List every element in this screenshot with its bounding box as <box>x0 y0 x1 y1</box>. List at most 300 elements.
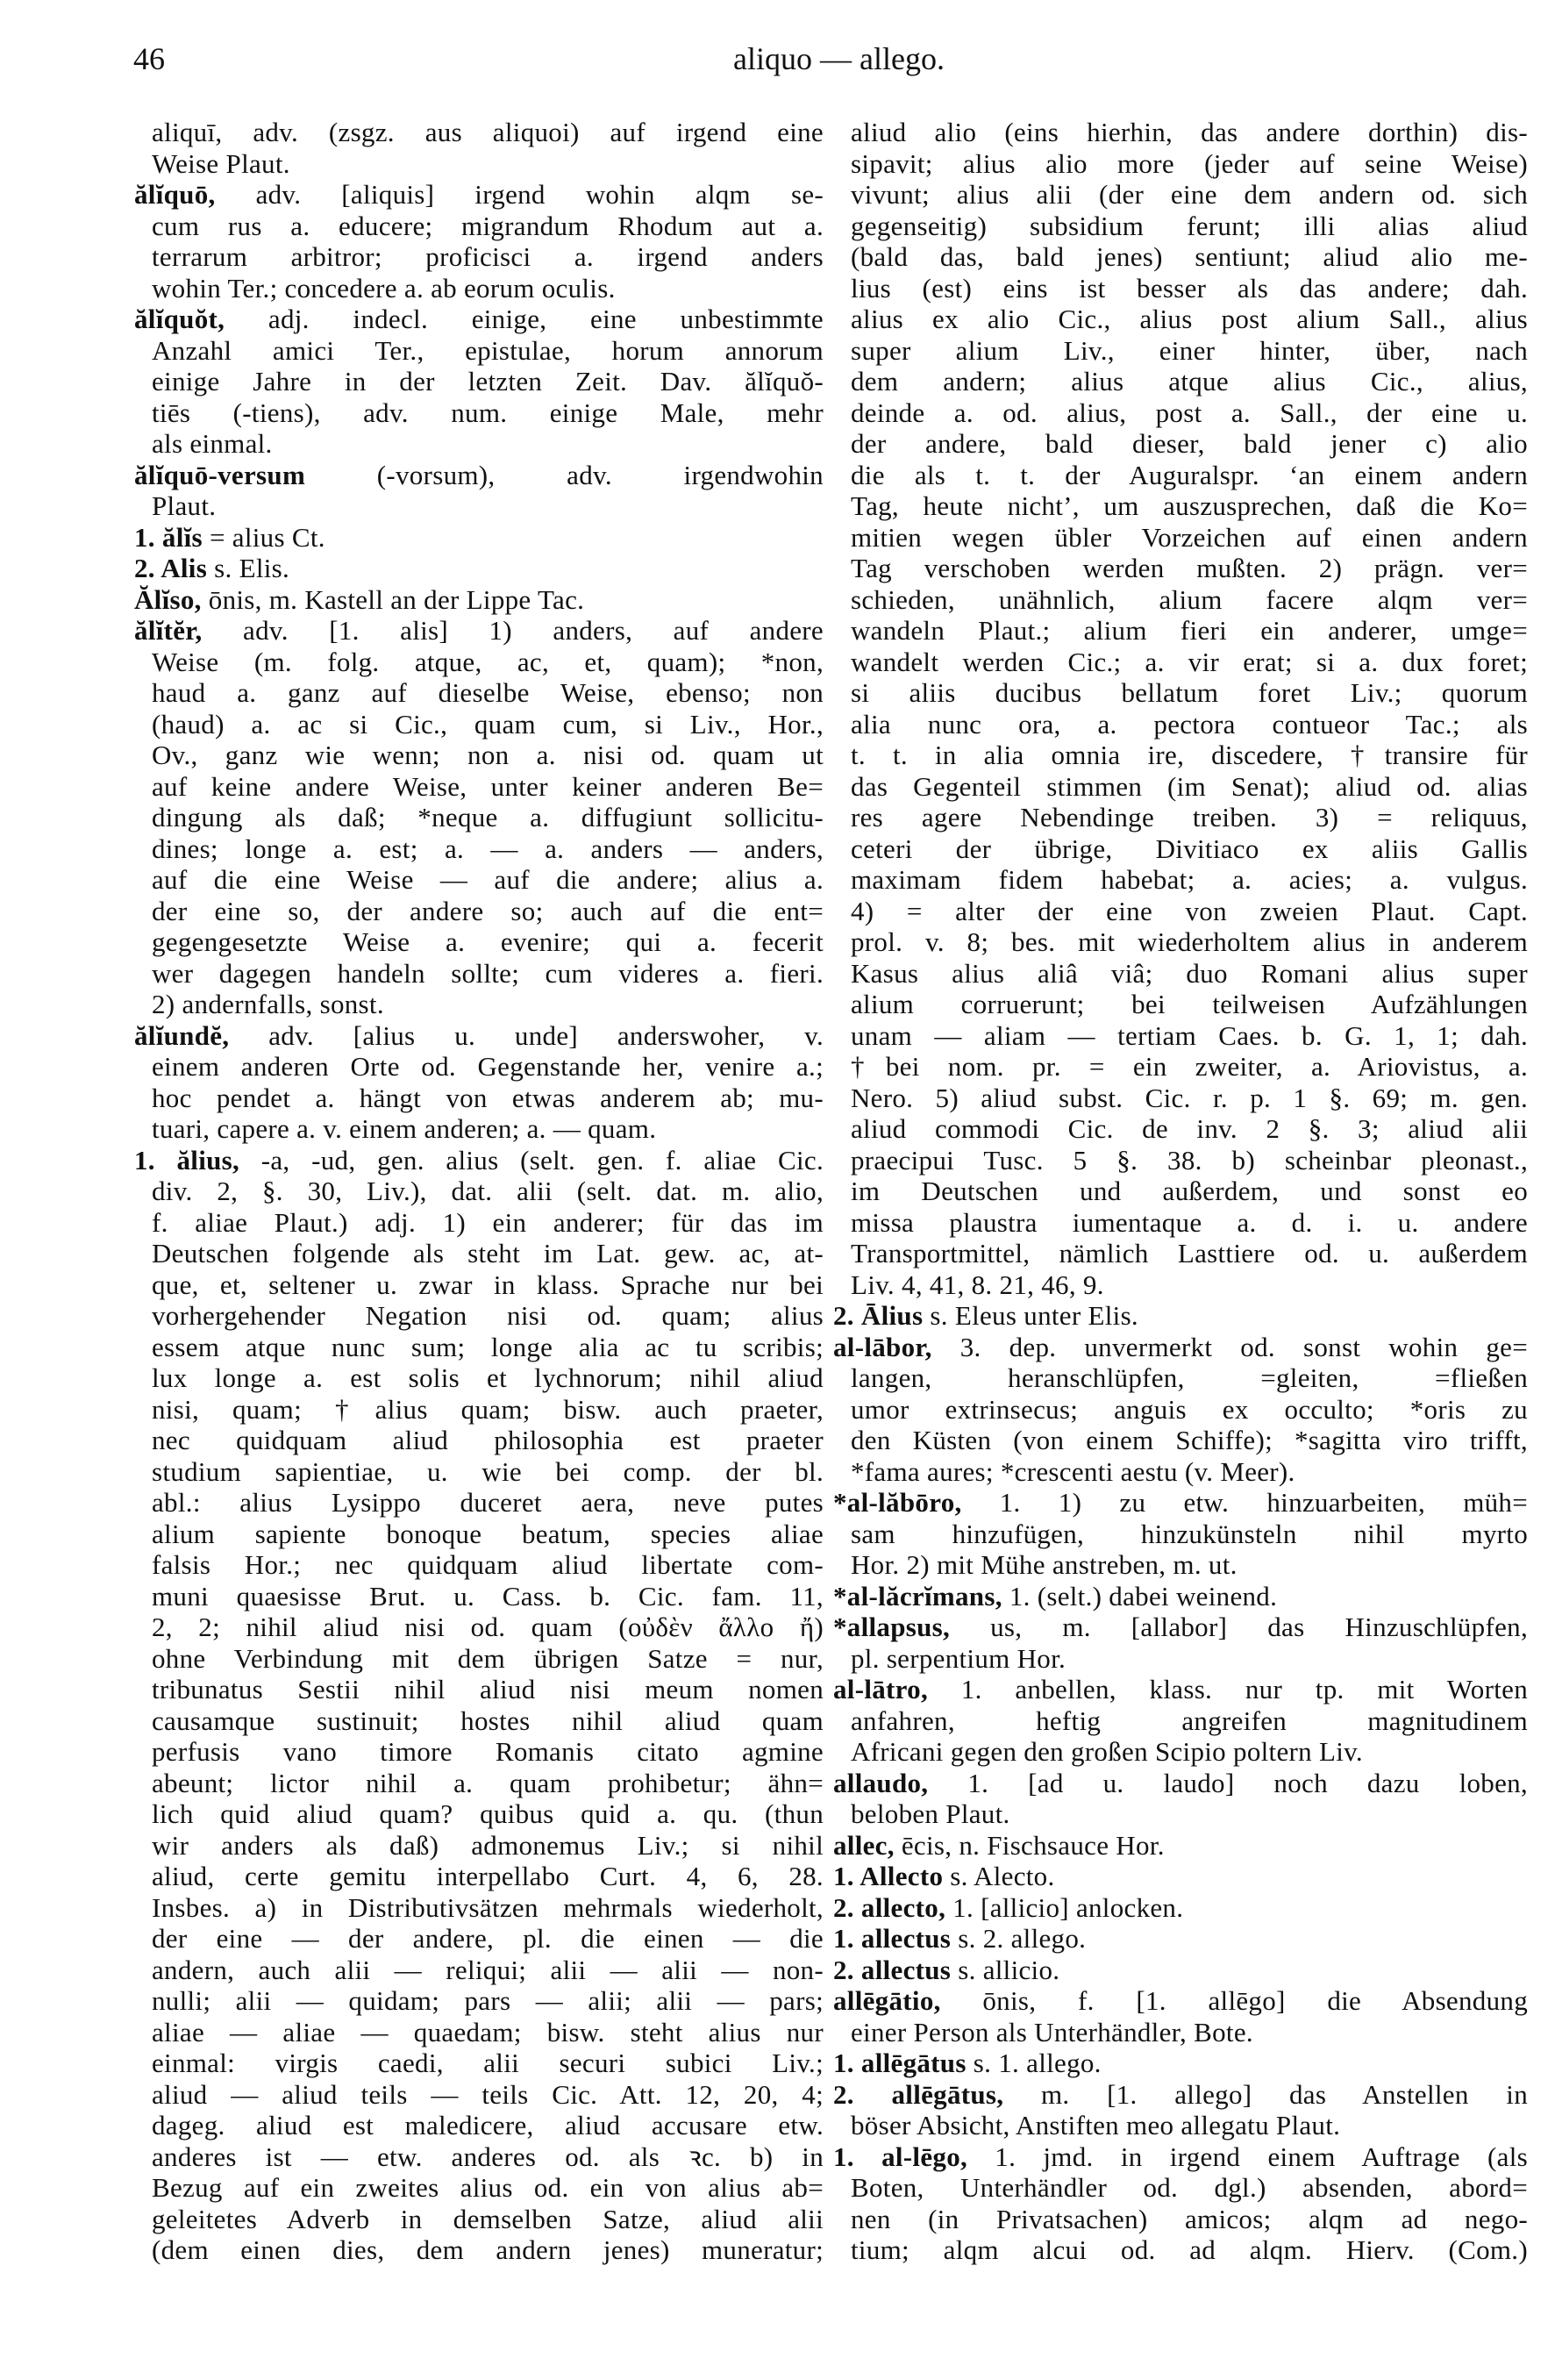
entry-headline <box>833 1923 1528 1955</box>
entry-text: lux longe a. est solis et lychnorum; nihil aliud <box>152 1362 824 1393</box>
running-head: aliquo — allego. <box>733 41 945 76</box>
entry-text: que, et, seltener u. zwar in klass. Sprache nur bei <box>152 1269 824 1300</box>
text-line <box>134 335 824 367</box>
entry-text: nulli; alii — quidam; pars — alii; alii — pars; <box>152 1985 824 2016</box>
text-line <box>134 1674 824 1705</box>
headword: 2. Ālius <box>833 1300 924 1331</box>
entry-headline <box>833 1830 1528 1862</box>
entry-text: s. Eleus unter Elis. <box>923 1300 1138 1331</box>
entry-text: us, m. [allabor] das Hinzuschlüpfen, <box>950 1612 1528 1642</box>
entry-text: nen (in Privatsachen) amicos; alqm ad nego- <box>851 2203 1528 2234</box>
text-line <box>833 148 1528 180</box>
text-line <box>134 490 824 522</box>
text-line <box>833 304 1528 335</box>
entry-text: Tag verschoben werden mußten. 2) prägn. ver= <box>851 553 1528 583</box>
entry-text: Insbes. a) in Distributivsätzen mehrmals wiederholt, <box>152 1891 824 1923</box>
entry-text: anderes ist — etw. anderes od. als ꝛc. b) in <box>152 2141 824 2172</box>
text-line <box>833 1705 1528 1737</box>
entry-text: Bezug auf ein zweites alius od. ein von alius ab= <box>152 2172 824 2203</box>
entry-text: hoc pendet a. hängt von etwas anderem ab; mu- <box>152 1082 824 1113</box>
entry-text: geleitetes Adverb in demselben Satze, aliud alii <box>152 2203 824 2234</box>
entry-text: 4) = alter der eine von zweien Plaut. Capt. <box>851 895 1528 926</box>
entry-headline <box>833 1487 1528 1519</box>
text-line <box>833 241 1528 273</box>
entry-headline <box>134 1145 824 1176</box>
entry-text: tium; alqm alcui od. ad alqm. Hierv. (Com.) <box>851 2234 1528 2265</box>
text-line <box>833 553 1528 584</box>
text-line <box>134 1425 824 1456</box>
text-line <box>833 2172 1528 2204</box>
text-line <box>833 1269 1528 1301</box>
text-line <box>134 709 824 740</box>
entry-text: Boten, Unterhändler od. dgl.) absenden, abord= <box>851 2172 1528 2203</box>
entry-text: studium sapientiae, u. wie bei comp. der bl. <box>152 1455 824 1487</box>
entry-text: maximam fidem habebat; a. acies; a. vulgus. <box>851 864 1528 895</box>
entry-text: Ov., ganz wie wenn; non a. nisi od. quam ut <box>152 740 824 770</box>
text-line <box>134 273 824 304</box>
entry-headline <box>134 304 824 335</box>
text-line <box>134 1736 824 1768</box>
text-line <box>134 2017 824 2048</box>
text-line <box>833 1456 1528 1488</box>
entry-text: essem atque nunc sum; longe alia ac tu scribis; <box>152 1331 824 1362</box>
entry-text: -a, -ud, gen. alius (selt. gen. f. aliae Cic. <box>239 1144 824 1176</box>
entry-text: abeunt; lictor nihil a. quam prohibetur; ähn= <box>152 1767 824 1798</box>
entry-text: 1. jmd. in irgend einem Auftrage (als <box>967 2141 1528 2172</box>
entry-text: res agere Nebendinge treiben. 3) = reliquus, <box>851 802 1528 833</box>
entry-text: tribunatus Sestii nihil aliud nisi meum nomen <box>152 1674 824 1705</box>
headword: 1. allēgātus <box>833 2048 967 2078</box>
text-line <box>134 2048 824 2079</box>
entry-text: missa plaustra iumentaque a. d. i. u. andere <box>851 1206 1528 1238</box>
entry-text: (bald das, bald jenes) sentiunt; aliud alio me- <box>851 241 1528 272</box>
entry-text: Transportmittel, nämlich Lasttiere od. u. außerdem <box>851 1238 1528 1269</box>
entry-headline <box>833 1300 1528 1332</box>
entry-text: aliquī, adv. (zsgz. aus aliquoi) auf irgend eine <box>152 117 824 147</box>
entry-text: div. 2, §. 30, Liv.), dat. alii (selt. dat. m. alio, <box>152 1176 824 1206</box>
entry-text: 1. 1) zu etw. hinzuarbeiten, müh= <box>961 1487 1528 1518</box>
text-line <box>134 117 824 148</box>
entry-text: causamque sustinuit; hostes nihil aliud quam <box>152 1705 824 1736</box>
entry-text: aliud — aliud teils — teils Cic. Att. 12, 20, 4; <box>152 2078 824 2110</box>
headword: ălĭquŏt, <box>134 304 225 334</box>
entry-text: als einmal. <box>152 428 273 459</box>
entry-text: dem andern; alius atque alius Cic., alius, <box>851 366 1528 397</box>
text-line <box>134 1456 824 1488</box>
text-line <box>134 1923 824 1955</box>
text-line <box>833 2204 1528 2235</box>
entry-text: terrarum arbitror; proficisci a. irgend anders <box>152 241 824 272</box>
text-line <box>134 926 824 958</box>
text-line <box>833 1519 1528 1550</box>
entry-text: auf die eine Weise — auf die andere; alius a. <box>152 864 824 895</box>
entry-headline <box>833 2079 1528 2111</box>
text-line <box>134 1643 824 1675</box>
entry-text: Deutschen folgende als steht im Lat. gew. ac, at- <box>152 1238 824 1269</box>
text-line <box>134 2141 824 2173</box>
entry-text: Africani gegen den großen Scipio poltern Liv. <box>851 1736 1363 1767</box>
entry-text: wandelt werden Cic.; a. vir erat; si a. dux foret; <box>851 646 1528 677</box>
text-line <box>833 490 1528 522</box>
text-line <box>833 1176 1528 1207</box>
entry-text: *fama aures; *crescenti aestu (v. Meer). <box>851 1455 1295 1487</box>
text-line <box>134 989 824 1020</box>
entry-text: 1. [allicio] anlocken. <box>945 1891 1184 1923</box>
entry-headline <box>833 1581 1528 1612</box>
entry-text: (-vorsum), adv. irgendwohin <box>305 459 824 490</box>
text-line <box>134 1176 824 1207</box>
entry-headline <box>833 1861 1528 1892</box>
entry-text: ēcis, n. Fischsauce Hor. <box>894 1829 1165 1861</box>
text-line <box>134 1861 824 1892</box>
entry-text: wer dagegen handeln sollte; cum videres a. fieri. <box>152 957 824 989</box>
text-line <box>134 2234 824 2266</box>
text-line <box>134 1362 824 1394</box>
text-line <box>833 2017 1528 2048</box>
entry-headline <box>833 1674 1528 1705</box>
entry-text: einige Jahre in der letzten Zeit. Dav. ălĭquŏ- <box>152 366 824 397</box>
entry-headline <box>134 584 824 616</box>
text-line <box>833 1238 1528 1269</box>
text-line <box>833 117 1528 148</box>
entry-text: aliud alio (eins hierhin, das andere dorthin) dis- <box>851 117 1528 147</box>
entry-text: die als t. t. der Auguralspr. ‘an einem andern <box>851 459 1528 490</box>
text-line <box>134 1394 824 1426</box>
entry-headline <box>833 2141 1528 2173</box>
entry-text: si aliis ducibus bellatum foret Liv.; quorum <box>851 677 1528 708</box>
headword: ălĭtĕr, <box>134 615 203 646</box>
entry-text: der andere, bald dieser, bald jener c) alio <box>851 428 1528 459</box>
text-line <box>134 1955 824 1986</box>
text-line <box>833 1113 1528 1145</box>
entry-text: 3. dep. unvermerkt od. sonst wohin ge= <box>931 1331 1528 1362</box>
entry-text: falsis Hor.; nec quidquam aliud libertate com- <box>152 1549 824 1580</box>
headword: 1. allectus <box>833 1923 952 1954</box>
text-line <box>833 802 1528 833</box>
entry-text: anfahren, heftig angreifen magnitudinem <box>851 1705 1528 1736</box>
entry-text: der eine so, der andere so; auch auf die ent= <box>152 895 824 926</box>
text-line <box>833 647 1528 678</box>
text-line <box>134 397 824 429</box>
entry-text: tuari, capere a. v. einem anderen; a. — quam. <box>152 1113 657 1144</box>
entry-text: Weise (m. folg. atque, ac, et, quam); *non, <box>152 646 824 677</box>
text-line <box>833 366 1528 397</box>
text-line <box>134 1798 824 1830</box>
text-line <box>134 1051 824 1083</box>
headword: 2. Alis <box>134 553 208 583</box>
text-line <box>134 677 824 709</box>
text-line <box>833 771 1528 803</box>
entry-text: einmal: virgis caedi, alii securi subici Liv.; <box>152 2048 824 2078</box>
entry-text: cum rus a. educere; migrandum Rhodum aut a. <box>152 210 824 241</box>
entry-text: Hor. 2) mit Mühe anstreben, m. ut. <box>851 1549 1238 1580</box>
entry-text: einem anderen Orte od. Gegenstande her, venire a.; <box>152 1051 824 1082</box>
text-line <box>134 1487 824 1519</box>
text-line <box>833 1051 1528 1083</box>
entry-text: nec quidquam aliud philosophia est praeter <box>152 1425 824 1455</box>
text-line <box>833 1549 1528 1581</box>
text-line <box>134 1083 824 1114</box>
text-line <box>833 179 1528 211</box>
text-line <box>134 2204 824 2235</box>
entry-text: einer Person als Unterhändler, Bote. <box>851 2016 1253 2048</box>
entry-text: aliae — aliae — quaedam; bisw. steht alius nur <box>152 2016 824 2048</box>
text-line <box>833 1083 1528 1114</box>
entry-text: s. 2. allego. <box>951 1923 1087 1954</box>
text-line <box>134 211 824 242</box>
text-line <box>833 709 1528 740</box>
entry-text: super alium Liv., einer hinter, über, nach <box>851 334 1528 366</box>
left-column <box>134 117 824 2266</box>
entry-text: vorhergehender Negation nisi od. quam; alius <box>152 1300 824 1331</box>
entry-text: †bei nom. pr. = ein zweiter, a. Ariovistus, a. <box>851 1051 1528 1082</box>
headword: *allapsus, <box>833 1612 951 1642</box>
text-line <box>833 989 1528 1020</box>
entry-text: andern, auch alii — reliqui; alii — alii — non- <box>152 1954 824 1985</box>
entry-text: wandeln Plaut.; alium fieri ein anderer, umge= <box>851 615 1528 646</box>
entry-text: s. allicio. <box>951 1954 1060 1985</box>
entry-text: Anzahl amici Ter., epistulae, horum annorum <box>152 334 824 366</box>
entry-text: adv. [alius u. unde] anderswoher, v. <box>229 1019 824 1051</box>
text-line <box>134 802 824 833</box>
text-line <box>833 615 1528 647</box>
entry-text: 1. [ad u. laudo] noch dazu loben, <box>928 1767 1528 1798</box>
entry-text: Kasus alius aliâ viâ; duo Romani alius super <box>851 957 1528 989</box>
entry-text: f. aliae Plaut.) adj. 1) ein anderer; für das im <box>152 1206 824 1238</box>
text-line <box>134 1238 824 1269</box>
entry-text: sam hinzufügen, hinzukünsteln nihil myrto <box>851 1518 1528 1549</box>
entry-text: den Küsten (von einem Schiffe); *sagitta viro trifft, <box>851 1425 1528 1455</box>
text-line <box>134 1113 824 1145</box>
text-line <box>134 2110 824 2141</box>
text-line <box>833 864 1528 896</box>
headword: 2. allectus <box>833 1954 952 1985</box>
text-line <box>134 1549 824 1581</box>
text-line <box>134 148 824 180</box>
text-line <box>833 1736 1528 1768</box>
entry-text: alius ex alio Cic., alius post alium Sall., alius <box>851 304 1528 334</box>
entry-text: aliud, certe gemitu interpellabo Curt. 4, 6, 28. <box>152 1861 824 1891</box>
entry-headline <box>134 1020 824 1052</box>
text-line <box>134 740 824 771</box>
entry-text: alium corruerunt; bei teilweisen Aufzählungen <box>851 989 1528 1019</box>
headword: 2. allecto, <box>833 1891 946 1923</box>
headword: 2. allēgātus, <box>833 2078 1004 2110</box>
entry-text: tiēs (-tiens), adv. num. einige Male, mehr <box>152 397 824 428</box>
text-line <box>134 1612 824 1643</box>
entry-text: dines; longe a. est; a. — a. anders — anders, <box>152 833 824 864</box>
entry-text: alia nunc ora, a. pectora contueor Tac.; als <box>851 708 1528 740</box>
text-line <box>833 926 1528 958</box>
text-line <box>134 1768 824 1799</box>
entry-text: wir anders als daß) admonemus Liv.; si nihil <box>152 1829 824 1861</box>
entry-text: ceteri der übrige, Divitiaco ex aliis Gallis <box>851 833 1528 864</box>
text-line <box>833 896 1528 927</box>
entry-text: schieden, unähnlich, alium facere alqm ver= <box>851 583 1528 615</box>
entry-text: Plaut. <box>152 490 217 521</box>
entry-text: sipavit; alius alio more (jeder auf seine Weise) <box>851 147 1528 179</box>
text-line <box>134 1830 824 1862</box>
text-line <box>833 584 1528 616</box>
entry-text: langen, heranschlüpfen, =gleiten, =fließen <box>851 1362 1528 1393</box>
entry-text: 1. (selt.) dabei weinend. <box>1002 1580 1278 1612</box>
entry-headline <box>833 1612 1528 1643</box>
entry-text: abl.: alius Lysippo duceret aera, neve putes <box>152 1487 824 1518</box>
entry-text: gegenseitig) subsidium ferunt; illi alias aliud <box>851 210 1528 241</box>
page-number: 46 <box>133 41 165 76</box>
entry-text: Weise Plaut. <box>152 147 290 179</box>
entry-text: aliud commodi Cic. de inv. 2 §. 3; aliud alii <box>851 1113 1528 1144</box>
entry-headline <box>134 179 824 211</box>
text-line <box>833 1643 1528 1675</box>
headword: allec, <box>833 1829 895 1861</box>
headword: allēgātio, <box>833 1985 941 2016</box>
entry-headline <box>134 553 824 584</box>
entry-text: alium sapiente bonoque beatum, species aliae <box>152 1518 824 1549</box>
entry-text: beloben Plaut. <box>851 1798 1010 1829</box>
text-line <box>833 2110 1528 2141</box>
text-line <box>134 864 824 896</box>
text-line <box>833 677 1528 709</box>
entry-text: ohne Verbindung mit dem übrigen Satze = nur, <box>152 1642 824 1674</box>
headword: Ălĭso, <box>134 583 202 615</box>
text-line <box>134 1332 824 1363</box>
headword: ălĭundĕ, <box>134 1019 230 1051</box>
entry-text: lius (est) eins ist besser als das andere; dah. <box>851 272 1528 304</box>
text-line <box>134 833 824 865</box>
entry-text: s. Alecto. <box>943 1861 1055 1891</box>
text-line <box>833 397 1528 429</box>
text-line <box>134 958 824 990</box>
entry-text: der eine — der andere, pl. die einen — die <box>152 1923 824 1954</box>
text-line <box>833 1394 1528 1426</box>
text-line <box>134 1519 824 1550</box>
entry-text: ōnis, f. [1. allēgo] die Absendung <box>940 1985 1528 2016</box>
text-line <box>134 771 824 803</box>
text-line <box>134 2079 824 2111</box>
entry-text: = alius Ct. <box>202 521 325 553</box>
headword: 1. ălĭs <box>134 521 203 553</box>
text-line <box>833 335 1528 367</box>
text-line <box>134 2172 824 2204</box>
entry-headline <box>134 615 824 647</box>
entry-text: Liv. 4, 41, 8. 21, 46, 9. <box>851 1269 1104 1300</box>
entry-text: adv. [1. alis] 1) anders, auf andere <box>202 615 824 646</box>
text-line <box>134 366 824 397</box>
text-line <box>833 1145 1528 1176</box>
entry-text: gegengesetzte Weise a. evenire; qui a. fecerit <box>152 926 824 957</box>
text-line <box>833 2234 1528 2266</box>
entry-text: nisi, quam; †alius quam; bisw. auch praeter, <box>152 1393 824 1425</box>
entry-text: unam — aliam — tertiam Caes. b. G. 1, 1; dah. <box>851 1019 1528 1051</box>
entry-text: muni quaesisse Brut. u. Cass. b. Cic. fam. 11, <box>152 1580 824 1612</box>
entry-text: s. Elis. <box>207 553 290 583</box>
headword: ălĭquō, <box>134 179 216 210</box>
entry-headline <box>833 1955 1528 1986</box>
text-line <box>833 1798 1528 1830</box>
entry-headline <box>833 2048 1528 2079</box>
text-line <box>134 1300 824 1332</box>
right-column <box>833 117 1528 2266</box>
text-line <box>833 1020 1528 1052</box>
headword: *al-lăcrĭmans, <box>833 1580 1002 1612</box>
text-line <box>134 1985 824 2017</box>
text-line <box>833 1207 1528 1239</box>
entry-headline <box>833 1768 1528 1799</box>
entry-headline <box>833 1892 1528 1924</box>
entry-text: dageg. aliud est maledicere, aliud accusare etw. <box>152 2110 824 2141</box>
entry-text: vivunt; alius alii (der eine dem andern od. sich <box>851 179 1528 210</box>
text-line <box>833 460 1528 491</box>
entry-text: haud a. ganz auf dieselbe Weise, ebenso; non <box>152 677 824 708</box>
entry-text: adv. [aliquis] irgend wohin alqm se- <box>215 179 824 210</box>
entry-text: auf keine andere Weise, unter keiner anderen Be= <box>152 770 824 802</box>
headword: al-lātro, <box>833 1674 929 1705</box>
entry-headline <box>833 1985 1528 2017</box>
text-line <box>833 273 1528 304</box>
text-line <box>833 211 1528 242</box>
entry-text: ōnis, m. Kastell an der Lippe Tac. <box>201 583 585 615</box>
entry-text: praecipui Tusc. 5 §. 38. b) scheinbar pleonast., <box>851 1144 1528 1176</box>
entry-text: wohin Ter.; concedere a. ab eorum oculis. <box>152 272 616 304</box>
entry-text: 1. anbellen, klass. nur tp. mit Worten <box>928 1674 1528 1705</box>
headword: 1. ălius, <box>134 1144 240 1176</box>
entry-text: adj. indecl. einige, eine unbestimmte <box>225 304 824 334</box>
entry-text: Tag, heute nicht’, um auszusprechen, daß die Ko= <box>851 490 1528 521</box>
headword: ălĭquō-versum <box>134 459 306 490</box>
entry-text: umor extrinsecus; anguis ex occulto; *oris zu <box>851 1393 1528 1425</box>
headword: allaudo, <box>833 1767 929 1798</box>
headword: 1. Allecto <box>833 1861 944 1891</box>
entry-text: perfusis vano timore Romanis citato agmine <box>152 1736 824 1767</box>
text-line <box>134 241 824 273</box>
entry-text: mitien wegen übler Vorzeichen auf einen andern <box>851 521 1528 553</box>
text-line <box>833 1425 1528 1456</box>
text-line <box>833 428 1528 460</box>
headword: *al-lăbōro, <box>833 1487 962 1518</box>
text-line <box>833 833 1528 865</box>
text-line <box>134 1892 824 1924</box>
entry-text: pl. serpentium Hor. <box>851 1642 1066 1674</box>
entry-text: prol. v. 8; bes. mit wiederholtem alius in anderem <box>851 926 1528 957</box>
entry-headline <box>833 1332 1528 1363</box>
entry-headline <box>134 522 824 554</box>
text-line <box>833 740 1528 771</box>
entry-headline <box>134 460 824 491</box>
entry-text: s. 1. allego. <box>966 2048 1102 2078</box>
text-line <box>833 958 1528 990</box>
entry-text: böser Absicht, Anstiften meo allegatu Plaut. <box>851 2110 1341 2141</box>
text-line <box>134 647 824 678</box>
entry-text: 2) andernfalls, sonst. <box>152 989 384 1019</box>
text-line <box>134 1269 824 1301</box>
entry-text: dingung als daß; *neque a. diffugiunt sollicitu- <box>152 802 824 833</box>
headword: al-lābor, <box>833 1331 932 1362</box>
entry-text: das Gegenteil stimmen (im Senat); aliud od. alias <box>851 770 1528 802</box>
text-line <box>833 1362 1528 1394</box>
entry-text: m. [1. allego] das Anstellen in <box>1003 2078 1529 2110</box>
entry-text: 2, 2; nihil aliud nisi od. quam (οὐδὲν ἄλλο ἤ) <box>152 1612 824 1642</box>
entry-text: deinde a. od. alius, post a. Sall., der eine u. <box>851 397 1528 428</box>
entry-text: Nero. 5) aliud subst. Cic. r. p. 1 §. 69; m. gen. <box>851 1082 1528 1113</box>
text-line <box>134 1705 824 1737</box>
entry-text: (haud) a. ac si Cic., quam cum, si Liv., Hor., <box>152 708 824 740</box>
text-line <box>134 896 824 927</box>
headword: 1. al-lēgo, <box>833 2141 968 2172</box>
text-line <box>134 1207 824 1239</box>
entry-text: lich quid aliud quam? quibus quid a. qu. (thun <box>152 1798 824 1829</box>
text-line <box>134 428 824 460</box>
